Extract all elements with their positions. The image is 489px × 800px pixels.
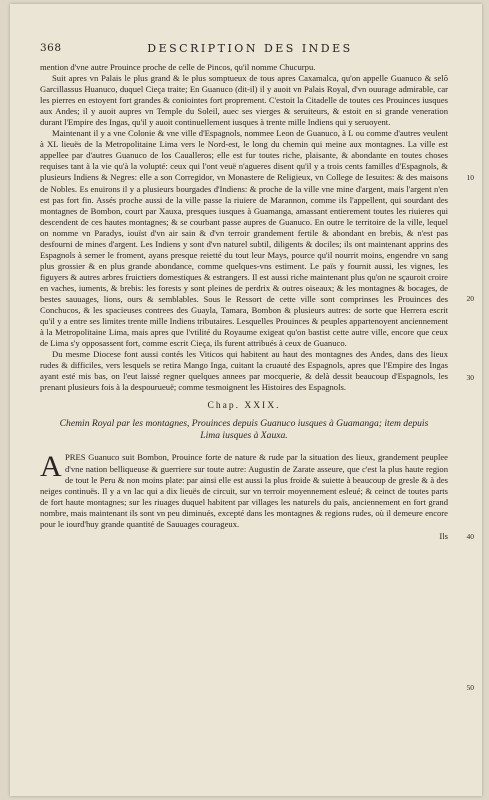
page-number: 368	[40, 42, 62, 54]
line-number-50: 50	[466, 683, 474, 692]
line-number-30: 30	[466, 373, 474, 382]
opening-paragraph-text: PRES Guanuco suit Bombon, Prouince forte de nature & rude par la situation des lieux, grandement peuplee d'vne nation belliqueuse & guerriere sur toute autre: Augustin de Zarate asseure, que c'est la plus haute region de tout le Peru & non moins plate: par ainsi elle est aussi la plus froide & suiette à beaucoup de gresle & à des neiges continuës. Il y a vn lac qui a dix lieuës de circuit, sur vn terroir moyennement esleué; & ceinct de toutes parts de fort haute montagnes; sur les riuages duquel habitent par villages les naturels du païs, anciennement en fort grand nombre, mais maintenant ils sont vn peu diminués, excepté dans les montagnes & regions rudes, où il demeure encore pour le iourd'huy grande quantité de Sauuages courageux.	[40, 452, 448, 529]
page-header	[40, 42, 460, 56]
running-head: DESCRIPTION DES INDES	[147, 42, 353, 55]
paragraph: mention d'vne autre Prouince proche de celle de Pincos, qu'il nomme Chucurpu.	[40, 62, 316, 72]
chapter-number: Chap. XXIX.	[207, 401, 281, 412]
paragraph: Maintenant il y a vne Colonie & vne ville d'Espagnols, nommee Leon de Guanuco, à L ou comme d'autres veulent à XL lieuës de la Metropolitaine Lima vers le Nord-est, le long du chemin qui meine aux montagnes. La ville est appellee par d'autres Guanuco de los Caualleros; elle est fur toutes riche, plaisante, & abondante en toutes choses requises tant à la vie qu'à la volupté: ceux qui l'ont veuë n'agueres disent qu'il y a trois cents familles d'Espagnols, & plusieurs Indiens & Negres: elle a son Corregidor, vn Monastere de Religieux, vn College de Iesuites: & des maisons de Nobles. Es enuirons il y a plusieurs bourgades d'Indiens: & proche de la ville vne mine d'argent, mais l'argent n'en est pas fort fin. Assés proche aussi de la ville passe la riuiere de Marannon, comme ils l'appellent, qui sourdant des montagnes de Bombon, court par Xauxa, presques iusques à Guamanga, amassant entierement toutes les riuieres qui descendent de ces hautes montagnes; & se courbant passe aupres de Guanuco. En outre le territoire de la ville, lequel on nomme vn Paradys, iouïst d'vn air sain & d'vn terroir grandement fertile & abondant en brebis, & n'est pas desfourni de mines d'argent. Les Indiens y sont d'vn naturel subtil, diligents & dociles; ils ont maintenant apprins des Espagnols à semer le froment, ayans presque reietté du tout leur Mays, pource qu'il nourrit moins, engendre vn sang plus grossier & en plus grande abondance, comme quelques-vns estiment. Le païs y fournit aussi, les vignes, les figuyers & autres arbres fruictiers domestiques & estrangers. Il est aussi riche maintenant plus qu'on ne sçauroit croire en vaches, iuments, & brebis: les forests y sont pleines de perdrix & outres oiseaux; & les montagnes & bocages, de bestes sauuages, lions, ours & semblables. Sous le Ressort de cette ville sont comprinses les Prouinces des Conchucos, & les spacieuses contrees des Guayla, Tamara, Bombon & plusieurs autres: de sorte que Herrera escrit qu'il y a entre ses limites trente mille Indiens tributaires. Lesquelles Prouinces & peuples appartenoyent anciennement à la Metropolitaine Lima, mais apres que l'vtilité du Royaume exigeat qu'on bastist cette autre ville, encore que ceux de Lima s'y opposassent fort, comme escrit Cieça, ils furent attribués à ceux de Guanuco.	[40, 128, 448, 349]
paragraph: Suit apres vn Palais le plus grand & le plus somptueux de tous apres Caxamalca, qu'on appelle Guanuco & selõ Garcillassus Huanuco, duquel Cieça traite; En Guanuco (dit-il) il y auoit vn Palais Royal, d'vn ouurage admirable, car les pierres en estoyent fort grandes & coniointes fort proprement. C'estoit la Citadelle de toutes ces Prouinces iusques aux Andes; il y auoit aupres vn Temple du Soleil, auec ses vierges & seruiteurs, & estoit en si grande veneration durant l'Empire des Ingas, qu'il y auoit continuellement iusques à trente mille Indiens qui y seruoyent.	[40, 73, 448, 128]
line-number-20: 20	[466, 294, 474, 303]
drop-cap: A	[40, 450, 62, 484]
paragraph: Du mesme Diocese font aussi contés les Viticos qui habitent au haut des montagnes des Andes, dans des lieux rudes & difficiles, vers lesquels se retira Mango Inga, cuitant la cruauté des Espagnols, apres que l'Empire des Ingas ayant esté mis bas, on l'eut laissé regner quelques annees par mocquerie, & delà dessit beaucoup d'Espagnols, les prenant plusieurs fois à la despourueuë; comme tesmoignent les Histoires des Espagnols.	[40, 349, 448, 393]
chapter-title: Chemin Royal par les montagnes, Prouinces depuis Guanuco iusques à Guamanga; item depuis Lima iusques à Xauxa.	[59, 418, 429, 442]
margin-line-numbers	[452, 4, 478, 796]
main-text	[40, 62, 448, 542]
opening-paragraph	[40, 452, 448, 529]
line-number-40: 40	[466, 532, 474, 541]
book-page	[10, 4, 482, 796]
catchword: Ils	[439, 530, 448, 541]
line-number-10: 10	[466, 173, 474, 182]
